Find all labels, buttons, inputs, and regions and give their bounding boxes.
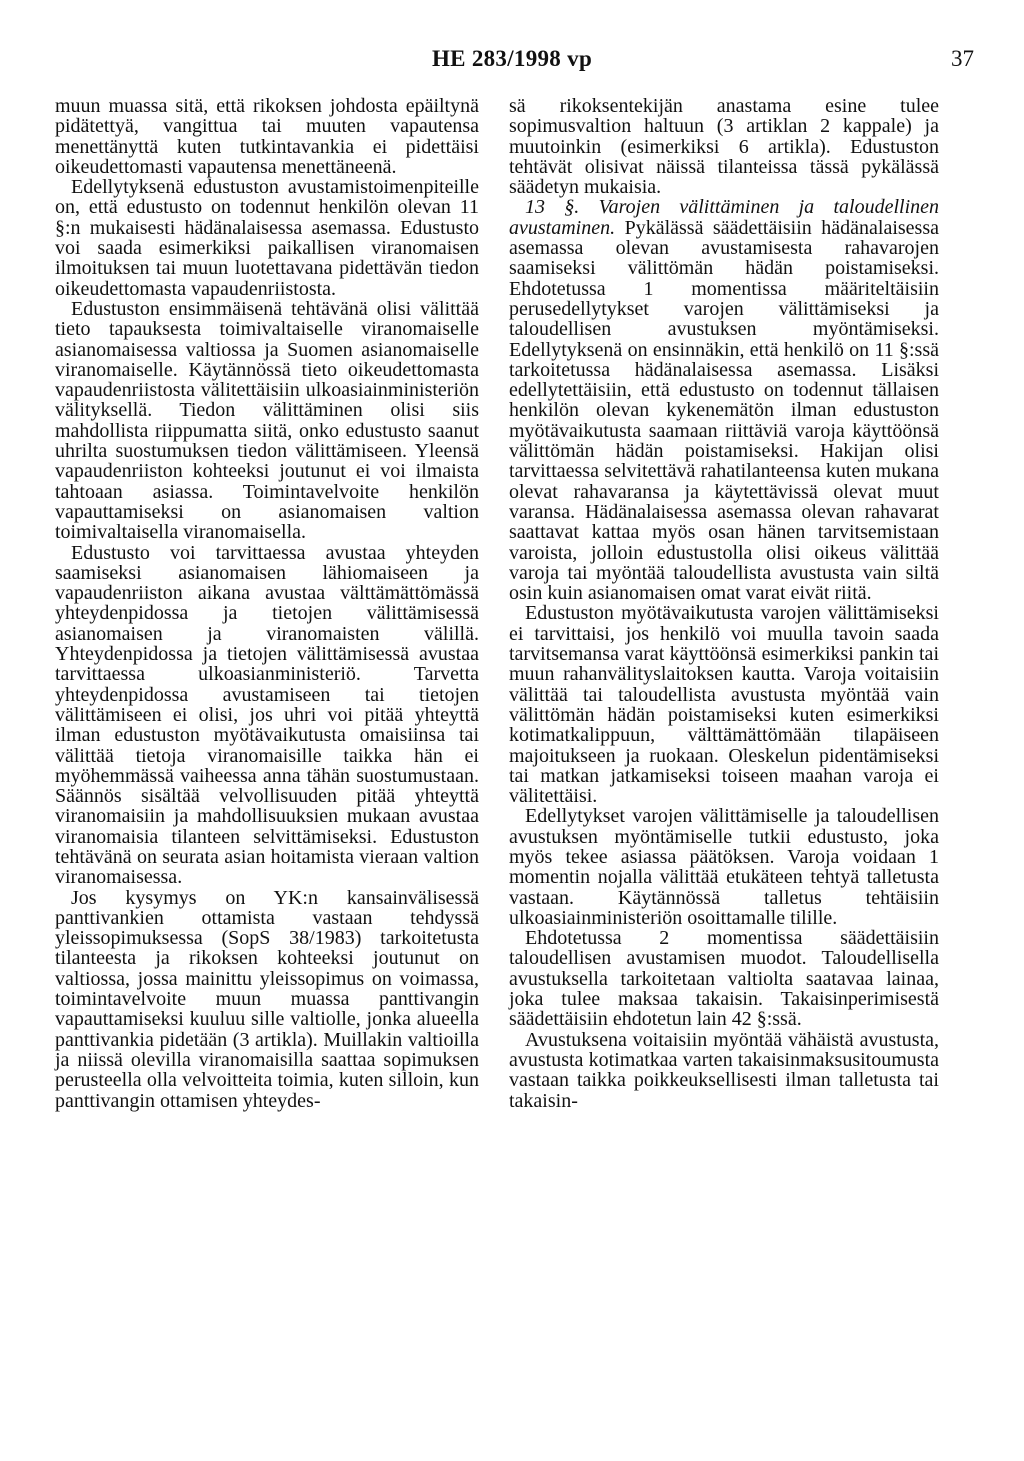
left-column [55,96,479,1111]
document-title: HE 283/1998 vp [431,46,593,71]
paragraph: sä rikoksentekijän anastama esine tulee sopimusvaltion haltuun (3 artiklan 2 kappale) ja muutoinkin (esimerkiksi 6 artikla). Edustuston tehtävät olisivat näissä tilanteissa tässä pykälässä säädetyn mukaisia. [509,95,939,199]
paragraph: Edustuston ensimmäisenä tehtävänä olisi välittää tieto tapauksesta toimivaltaiselle viranomaiselle asianomaisessa valtiossa ja Suomen asianomaiselle viranomaiselle. Käytännössä tieto oikeudettomasta vapaudenriistosta välitettäisiin ulkoasiainministeriön välityksellä. Tiedon välittäminen olisi siis mahdollista riippumatta siitä, onko edustusto saanut uhrilta suostumuksen tiedon välittämiseen. Yleensä vapaudenriiston kohteeksi joutunut ei voi ilmaista tahtoaan asiassa. Toimintavelvoite henkilön vapauttamiseksi on asianomaisen valtion toimivaltaisella viranomaisella. [55,297,479,544]
paragraph: Edustuston myötävaikutusta varojen välittämiseksi ei tarvittaisi, jos henkilö voi muulla tavoin saada tarvitsemansa varat käyttöönsä esimerkiksi pankin tai muun rahanvälityslaitoksen kautta. Varoja voitaisiin välittää tai taloudellista avustusta myöntää vain välittömän hädän poistamiseksi kuten esimerkiksi kotimatkalippuun, välttämättömään tilapäiseen majoitukseen ja ruokaan. Oleskelun pidentämiseksi tai matkan jatkamiseksi toiseen maahan varoja ei välitettäisi. [509,602,939,808]
right-column [509,96,939,1111]
paragraph: Edellytykset varojen välittämiselle ja taloudellisen avustuksen myöntämiselle tutkii edustusto, joka myös tekee asiassa päätöksen. Varoja voidaan 1 momentin nojalla välittää etukäteen tehtyä talletusta vastaan. Käytännössä talletus tehtäisiin ulkoasiainministeriön osoittamalle tilille. [509,805,939,929]
paragraph: Jos kysymys on YK:n kansainvälisessä panttivankien ottamista vastaan tehdyssä yleissopimuksessa (SopS 38/1983) tarkoitetusta tilanteesta ja rikoksen kohteeksi joutunut on valtiossa, jossa mainittu yleissopimus on voimassa, toimintavelvoite muun muassa panttivangin vapauttamiseksi kuuluu sille valtiolle, jonka alueella panttivankia pidetään (3 artikla). Muillakin valtioilla ja niissä olevilla viranomaisilla saattaa sopimuksen perusteella olla velvoitteita toimia, kuten silloin, kun panttivangin ottamisen yhteydes- [55,886,479,1112]
paragraph: Edustusto voi tarvittaessa avustaa yhteyden saamiseksi asianomaisen lähiomaiseen ja vapaudenriiston aikana avustaa välttämättömässä yhteydenpidossa ja tietojen välittämisessä asianomaisen ja viranomaisten välillä. Yhteydenpidossa ja tietojen välittämisessä avustaa tarvittaessa ulkoasianministeriö. Tarvetta yhteydenpidossa avustamiseen tai tietojen välittämiseen ei olisi, jos uhri voi pitää yhteyttä ilman edustuston myötävaikutusta omaisiinsa tai välittää tietoja viranomaisille taikka hän ei myöhemmässä vaiheessa anna tähän suostumustaan. Säännös sisältää velvollisuuden pitää yhteyttä viranomaisiin ja mahdollisuuksien mukaan avustaa viranomaisia tilanteen selvittämiseksi. Edustuston tehtävänä on seurata asian hoitamista vieraan valtion viranomaisessa. [55,541,479,889]
section-title: Varojen välittäminen ja taloudellinen avustaminen. [509,196,940,239]
section-text: Pykälässä säädettäisiin hädänalaisessa asemassa olevan avustamisesta rahavarojen saamiseksi välittömän hädän poistamiseksi. Ehdotetussa 1 momentissa määriteltäisiin perusedellytykset varojen välittämiseksi ja taloudellisen avustuksen myöntämiseksi. Edellytyksenä on ensinnäkin, että henkilö on 11 §:ssä tarkoitetussa hädänalaisessa asemassa. Lisäksi edellytettäisiin, että edustusto on todennut tällaisen henkilön olevan kykenemätön ilman edustuston myötävaikutusta saamaan riittäviä varoja käyttöönsä välittömän hädän poistamiseksi. Hakijan olisi tarvittaessa selvitettävä rahatilanteensa kuten mukana olevat rahavaransa ja käytettävissä olevat muut varansa. Hädänalaisessa asemassa olevan rahavarat saattavat kattaa myös osan hänen tarvitsemistaan varoista, jolloin edustustolla olisi oikeus välittää varoja tai myöntää taloudellista avustusta vain siltä osin kuin asianomaisen omat varat eivät riitä. [509,216,939,605]
section-number: 13 §. [525,196,580,219]
section-paragraph [509,197,939,603]
page-number: 37 [951,46,974,71]
paragraph: Edellytyksenä edustuston avustamistoimenpiteille on, että edustusto on todennut henkilön olevan 11 §:n mukaisesti hädänalaisessa asemassa. Edustusto voi saada esimerkiksi paikallisen viranomaisen ilmoituksen tai muun luotettavana pidettävän tiedon oikeudettomasta vapaudenriistosta. [55,176,479,300]
paragraph: muun muassa sitä, että rikoksen johdosta epäiltynä pidätettyä, vangittua tai muuten vapautensa menettänyttä kuten tutkintavankia ei pidettäisi oikeudettomasti vapautensa menettäneenä. [55,95,479,178]
page-header [0,44,1024,74]
paragraph: Avustuksena voitaisiin myöntää vähäistä avustusta, avustusta kotimatkaa varten takaisinmaksusitoumusta vastaan taikka poikkeuksellisesti ilman talletusta tai takaisin- [509,1028,939,1112]
paragraph: Ehdotetussa 2 momentissa säädettäisiin taloudellisen avustamisen muodot. Taloudellisella avustuksella tarkoitetaan valtiolta saatavaa lainaa, joka tulee maksaa takaisin. Takaisinperimisestä säädettäisiin ehdotetun lain 42 §:ssä. [509,927,939,1031]
